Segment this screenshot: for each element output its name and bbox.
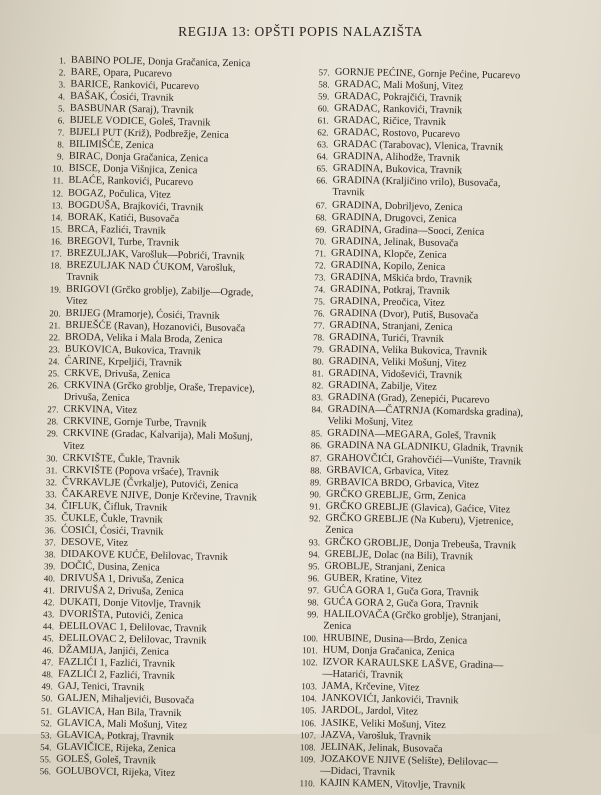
item-number: 70. <box>314 235 327 247</box>
item-text: GLAVIČICE, Rijeka, Zenica <box>56 741 176 755</box>
item-number: 45. <box>42 633 54 644</box>
item-number: 80. <box>312 356 324 367</box>
item-text: GRADINA, Klopče, Zenica <box>330 247 447 261</box>
item-text: DUKATI, Donje Vitovlje, Travnik <box>59 596 201 611</box>
item-text: JANKOVIĆI, Jankovići, Travnik <box>321 692 459 707</box>
item-text: ČIFLUK, Čifluk, Travnik <box>61 500 168 514</box>
page-title: REGIJA 13: OPŠTI POPIS NALAZIŠTA <box>178 24 423 39</box>
item-text: BREZULJAK NAD ĆUKOM, Varošluk, <box>66 259 236 274</box>
item-text: GROBLJE, Stranjani, Zenica <box>324 560 446 574</box>
item-text: GRADAC (Tarabovac), Vlenica, Travnik <box>333 138 504 154</box>
item-number: 18. <box>50 260 62 271</box>
item-text: GOLEŠ, Goleš, Travnik <box>56 753 156 767</box>
item-number: 55. <box>39 753 52 765</box>
item-number: 67. <box>315 199 328 211</box>
item-text: GUĆA GORA 1, Guča Gora, Travnik <box>323 584 479 599</box>
item-text: GRADINA, Bukovica, Travnik <box>332 163 463 177</box>
item-text: GRADINA—ČATRNJA (Komardska gradina), <box>327 403 524 419</box>
item-text: ĆOSIĆI, Ćosići, Travnik <box>60 524 164 538</box>
item-text: GRADINA, Gradina—Sooci, Zenica <box>331 223 485 238</box>
item-number: 24. <box>48 356 60 367</box>
item-text: CRKVINE (Gradac, Kalvarija), Mali Mošunj, <box>62 428 253 443</box>
item-text: IZVOR KARAULSKE LAŠVE, Gradina— <box>322 656 504 672</box>
item-number: 44. <box>42 621 55 632</box>
item-number: 34. <box>45 500 57 512</box>
item-text: BAŠAK, Ćosići, Travnik <box>70 90 174 104</box>
item-text: GORNJE PEĆINE, Gornje Pećine, Pucarevo <box>334 66 521 82</box>
item-number: 82. <box>311 380 324 391</box>
item-number: 12. <box>51 187 64 199</box>
item-text: CRKVIŠTE, Čukle, Travnik <box>62 452 180 466</box>
item-number: 108. <box>299 741 316 753</box>
item-number: 11. <box>52 175 64 186</box>
item-number: 52. <box>40 717 53 728</box>
item-number: 60. <box>317 103 330 114</box>
item-text: KAJIN KAMEN, Vitovlje, Travnik <box>319 777 466 792</box>
item-text: Drivuša, Zenica <box>63 391 130 405</box>
item-number: 47. <box>41 657 54 668</box>
item-text: BRIGOVI (Grčko groblje), Zabilje—Ograde, <box>65 283 254 299</box>
item-number: 48. <box>41 669 54 680</box>
item-text: GUBER, Kratine, Vitez <box>324 572 422 586</box>
item-number: 35. <box>44 512 57 524</box>
item-text: GLAVICA, Mali Mošunj, Vitez <box>56 717 188 731</box>
item-number: 21. <box>48 320 61 331</box>
item-text: HALILOVAČA (Grčko groblje), Stranjani, <box>323 608 502 624</box>
item-text: JAZVA, Varošluk, Travnik <box>320 729 432 743</box>
item-number: 51. <box>40 705 53 716</box>
item-number: 63. <box>317 139 329 150</box>
item-number: 77. <box>313 320 325 331</box>
item-text: GRADINA, Velika Bukovica, Travnik <box>328 343 488 358</box>
item-number: 20. <box>49 308 61 319</box>
item-number: 99. <box>307 609 319 620</box>
item-text: BIRAC, Donja Gračanica, Zenica <box>68 151 209 165</box>
item-text: GRADINA, Preočica, Vitez <box>329 295 445 309</box>
item-text: BOGDUŠA, Brajkovići, Travnik <box>67 199 204 214</box>
item-text: CRKVINA (Grčko groblje, Oraše, Trepavice), <box>63 379 255 395</box>
item-number: 109. <box>299 753 316 765</box>
item-text: GLAVICA, Potkraj, Travnik <box>56 729 174 743</box>
right-column <box>289 66 584 795</box>
item-text: GAJ, Tenici, Travnik <box>57 680 145 694</box>
item-number: 39. <box>43 561 56 572</box>
item-number: 8. <box>57 139 65 150</box>
item-text: GRADAC, Mali Mošunj, Vitez <box>334 78 464 93</box>
item-number: 86. <box>310 440 323 451</box>
item-number: 37. <box>44 537 56 548</box>
item-text: GRADINA, Jelinak, Busovača <box>331 235 459 249</box>
item-text: GALJEN, Mihaljevići, Busovača <box>57 692 195 707</box>
item-number: 105. <box>300 705 317 716</box>
item-text: HRUBINE, Dusina—Brdo, Zenica <box>322 632 468 647</box>
item-text: Zenica <box>325 524 354 536</box>
item-text: GRADINA, Vidoševići, Travnik <box>328 367 463 382</box>
item-number: 26. <box>47 380 60 391</box>
item-text: GLAVICA, Han Bila, Travnik <box>57 705 182 719</box>
item-text: BABINO POLJE, Donja Gračanica, Zenica <box>70 54 251 70</box>
item-text: ČAKAREVE NJIVE, Donje Krčevine, Travnik <box>61 488 257 504</box>
item-number: 5. <box>58 103 65 114</box>
item-text: ĆARINE, Krpeljići, Travnik <box>64 355 182 370</box>
item-text: BIJELI PUT (Križ), Podbrežje, Zenica <box>69 126 229 142</box>
item-number: 101. <box>301 645 318 656</box>
item-text: JELINAK, Jelinak, Busovača <box>320 741 443 755</box>
item-text: GRADINA, Potkraj, Travnik <box>330 283 451 297</box>
item-number: 15. <box>50 223 63 235</box>
item-text: Veliki Mošunj, Vitez <box>327 415 413 429</box>
item-number: 1. <box>59 55 66 66</box>
item-number: 96. <box>307 573 320 584</box>
item-text: CRKVE, Drivuša, Zenica <box>64 367 171 382</box>
item-number: 57. <box>318 67 330 78</box>
item-number: 4. <box>58 91 66 102</box>
item-text: BLAĆE, Rankovići, Pucarevo <box>68 175 194 189</box>
item-number: 64. <box>316 151 329 162</box>
item-number: 28. <box>46 416 59 427</box>
item-text: ČUKLE, Čukle, Travnik <box>61 512 163 526</box>
item-text: FAZLIĆI 1, Fazlići, Travnik <box>58 656 176 671</box>
item-text: JOZAKOVE NJIVE (Selište), Đelilovac— <box>320 753 498 768</box>
item-text: BRODA, Velika i Mala Broda, Zenica <box>64 331 223 346</box>
item-number: 97. <box>307 585 320 596</box>
item-text: ĐELILOVAC 2, Đelilovac, Travnik <box>58 632 207 647</box>
item-text: GRADAC, Ričice, Travnik <box>333 114 447 129</box>
item-number: 16. <box>50 235 63 247</box>
item-number: 38. <box>44 549 56 560</box>
item-number: 42. <box>43 597 55 608</box>
item-number: 62. <box>317 127 329 138</box>
item-text: GRČKO GREBLJE (Na Kuberu), Vjetrenice, <box>325 512 514 528</box>
item-number: 53. <box>40 729 52 741</box>
item-number: 7. <box>57 127 65 138</box>
item-text: DRIVUŠA 2, Drivuša, Zenica <box>59 584 184 599</box>
item-number: 104. <box>300 693 317 704</box>
item-number: 84. <box>311 404 323 415</box>
item-number: 19. <box>49 284 62 295</box>
item-text: FAZLIĆI 2, Fazlići, Travnik <box>57 668 175 683</box>
item-number: 65. <box>316 163 328 174</box>
item-number: 27. <box>47 404 59 415</box>
item-number: 50. <box>41 693 53 704</box>
item-text: GRADINA, Dobriljevo, Zenica <box>331 199 463 213</box>
item-number: 58. <box>318 79 330 90</box>
item-number: 85. <box>310 428 323 439</box>
item-number: 74. <box>313 284 326 295</box>
item-text: BARE, Opara, Pucarevo <box>70 66 172 80</box>
item-text: GRADAC, Rankovići, Travnik <box>334 102 463 117</box>
item-text: JAMA, Krčevine, Vitez <box>321 680 420 694</box>
item-text: GRADINA, Zabilje, Vitez <box>328 379 437 394</box>
item-text: GRČKO GROBLJE, Donja Trebeuša, Travnik <box>324 536 517 552</box>
item-text: DRIVUŠA 1, Drivuša, Zenica <box>59 572 184 587</box>
item-number: 68. <box>315 211 327 223</box>
item-text: BARICE, Rankovići, Pucarevo <box>70 78 200 93</box>
item-number: 81. <box>312 368 324 379</box>
item-text: BILIMIŠĆE, Zenica <box>68 138 154 152</box>
item-number: 14. <box>51 211 63 223</box>
item-number: 88. <box>310 464 322 476</box>
item-text: HUM, Donja Gračanica, Zenica <box>322 644 455 659</box>
item-number: 31. <box>45 464 58 476</box>
item-text: GRADINA (Dvor), Putiš, Busovača <box>329 307 479 322</box>
item-number: 49. <box>41 681 53 692</box>
item-text: BOGAZ, Počulica, Vitez <box>67 187 171 201</box>
item-text: JASIKE, Veliki Mošunj, Vitez <box>321 717 446 731</box>
item-text: GRADINA, Veliki Mošunj, Vitez <box>328 355 467 370</box>
item-text: GRADINA, Turići, Travnik <box>329 331 444 346</box>
item-text: CRKVIŠTE (Popova vršaće), Travnik <box>62 464 220 479</box>
item-number: 79. <box>312 344 325 355</box>
item-number: 83. <box>311 392 324 403</box>
item-text: CRKVINE, Gornje Turbe, Travnik <box>63 415 207 430</box>
item-text: DIDAKOVE KUĆE, Đelilovac, Travnik <box>60 548 228 563</box>
item-number: 54. <box>40 741 52 753</box>
item-number: 43. <box>42 609 55 620</box>
item-text: GRBAVICA BRDO, Grbavica, Vitez <box>326 476 479 491</box>
item-number: 22. <box>48 332 61 343</box>
item-text: GRADINA (Grad), Zenepići, Pucarevo <box>327 391 490 407</box>
item-number: 78. <box>312 332 325 343</box>
item-text: BASBUNAR (Saraj), Travnik <box>69 102 194 117</box>
item-number: 95. <box>308 561 320 572</box>
item-number: 94. <box>308 549 320 560</box>
item-number: 73. <box>314 272 326 283</box>
item-text: JARDOL, Jardol, Vitez <box>321 704 419 719</box>
item-number: 41. <box>43 585 55 596</box>
item-number: 25. <box>47 368 60 379</box>
item-text: GRADINA, Mškića brdo, Travnik <box>330 271 473 286</box>
item-text: DVORIŠTA, Putovići, Zenica <box>59 608 184 623</box>
item-text: GRADINA—MEGARA, Goleš, Travnik <box>327 427 497 443</box>
item-number: 33. <box>45 488 57 500</box>
item-number: 93. <box>308 537 321 548</box>
item-text: ĐELILOVAC 1, Đelilovac, Travnik <box>58 620 207 635</box>
item-number: 91. <box>309 500 321 512</box>
item-text: —Hatarići, Travnik <box>322 668 404 682</box>
item-text: Travnik <box>66 271 99 284</box>
item-text: BRCA, Fazlići, Travnik <box>67 223 166 237</box>
item-text: CRKVINA, Vitez <box>63 403 138 417</box>
item-text: GRADINA, Alihodže, Travnik <box>332 150 461 165</box>
item-number: 71. <box>314 247 327 259</box>
item-text: BIJELE VODICE, Goleš, Travnik <box>69 114 211 129</box>
item-number: 61. <box>317 115 329 126</box>
item-number: 6. <box>57 115 65 126</box>
item-text: —Didaci, Travnik <box>320 765 396 778</box>
item-number: 110. <box>299 777 316 789</box>
item-text: GREBLJE, Dolac (na Bili), Travnik <box>324 548 474 563</box>
item-text: Vitez <box>65 295 88 307</box>
item-text: Travnik <box>332 187 365 199</box>
item-number: 72. <box>314 260 326 271</box>
item-text: GUĆA GORA 2, Guča Gora, Travnik <box>323 596 479 611</box>
item-text: BRIJEG (Mramorje), Ćosići, Travnik <box>65 307 220 322</box>
item-text: GRADINA NA GLADNIKU, Gladnik, Travnik <box>326 440 524 456</box>
item-number: 40. <box>43 573 56 584</box>
item-text: BREGOVI, Turbe, Travnik <box>66 235 180 249</box>
item-number: 66. <box>316 175 328 186</box>
item-text: GRAHOVČIĆI, Grahovčići—Vunište, Travnik <box>326 452 522 468</box>
item-text: GRADAC, Rostovo, Pucarevo <box>333 126 461 141</box>
item-text: ČVRKAVLJE (Čvrkalje), Putovići, Zenica <box>61 476 239 491</box>
item-text: GRADINA, Drugovci, Zenica <box>331 211 457 225</box>
item-text: BUKOVICA, Bukovica, Travnik <box>64 343 202 358</box>
item-text: DOČIĆ, Dusina, Zenica <box>60 560 160 574</box>
item-number: 107. <box>300 729 317 740</box>
item-number: 98. <box>307 597 319 608</box>
item-text: GOLUBOVCI, Rijeka, Vitez <box>55 765 176 779</box>
item-text: GRČKO GREBLJE, Grm, Zenica <box>325 488 466 503</box>
item-text: GRADAC, Pokrajčići, Travnik <box>334 90 463 105</box>
item-number: 100. <box>302 633 319 644</box>
item-number: 106. <box>300 717 317 728</box>
item-text: BREZULJAK, Varošluk—Pobrići, Travnik <box>66 247 245 263</box>
item-text: GRADINA (Kraljičino vrilo), Busovača, <box>332 175 501 190</box>
item-number: 76. <box>313 308 325 319</box>
item-number: 10. <box>52 163 64 174</box>
item-text: DŽAMIJA, Janjići, Zenica <box>58 644 169 659</box>
item-number: 59. <box>318 91 330 102</box>
item-number: 87. <box>310 452 322 463</box>
item-text: BORAK, Katići, Busovača <box>67 211 180 225</box>
item-number: 9. <box>56 151 64 162</box>
item-text: BISCE, Donja Višnjica, Zenica <box>68 163 198 177</box>
item-number: 69. <box>315 223 327 235</box>
item-number: 92. <box>309 512 321 524</box>
item-number: 13. <box>51 199 63 211</box>
item-number: 56. <box>39 765 52 777</box>
item-number: 32. <box>45 476 58 488</box>
item-text: GRČKO GREBLJE (Glavica), Gaćice, Vitez <box>325 500 511 516</box>
item-number: 90. <box>309 488 322 500</box>
left-column <box>25 54 305 782</box>
item-number: 29. <box>46 428 59 439</box>
item-number: 103. <box>301 681 318 692</box>
item-text: BRIJEŠĆE (Ravan), Hozanovići, Busovača <box>65 319 246 335</box>
item-text: DESOVE, Vitez <box>60 536 129 549</box>
item-number: 23. <box>48 344 60 355</box>
item-number: 30. <box>46 452 58 464</box>
item-number: 17. <box>50 248 62 259</box>
item-text: GRADINA, Kopilo, Zenica <box>330 259 446 273</box>
item-number: 75. <box>313 296 326 307</box>
item-text: GRBAVICA, Grbavica, Vitez <box>326 464 449 478</box>
item-text: Zenica <box>323 620 352 633</box>
item-number: 89. <box>309 476 322 488</box>
item-text: GRADINA, Stranjani, Zenica <box>329 319 453 334</box>
item-number: 3. <box>58 79 66 90</box>
item-number: 46. <box>42 645 54 656</box>
item-text: Vitez <box>62 440 85 452</box>
item-number: 36. <box>44 525 57 536</box>
item-number: 102. <box>301 657 318 668</box>
item-number: 2. <box>58 67 66 78</box>
